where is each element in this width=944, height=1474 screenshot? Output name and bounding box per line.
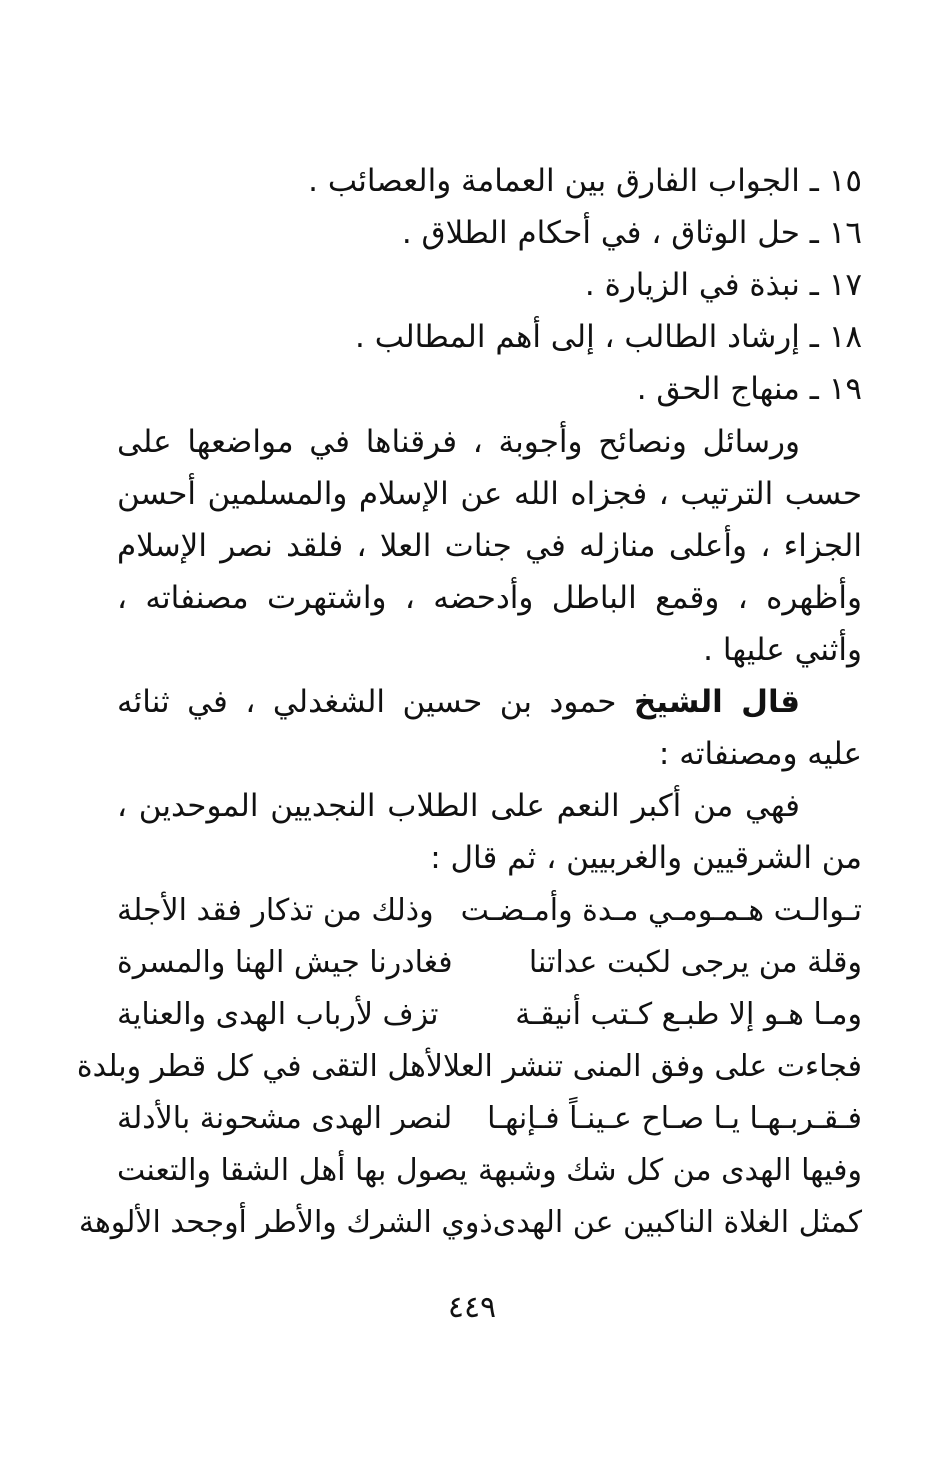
verse-first-half: فـقـربـهـا يـا صـاح عـينـاً فـإنهـا xyxy=(487,1100,862,1136)
list-item: ١٩ ـ منهاج الحق . xyxy=(636,371,862,407)
verse-second-half: لأهل التقى في كل قطر وبلدة xyxy=(76,1048,443,1084)
poem-verse xyxy=(76,1040,862,1092)
verse-second-half: يصول بها أهل الشقا والتعنت xyxy=(117,1152,468,1188)
verse-first-half: وقلة من يرجى لكبت عداتنا xyxy=(528,944,862,980)
verse-second-half: وذلك من تذكار فقد الأجلة xyxy=(117,892,434,928)
poem-verse xyxy=(78,1196,862,1248)
poem-verse xyxy=(117,936,862,988)
poem-verse xyxy=(117,988,862,1040)
verse-second-half: لنصر الهدى مشحونة بالأدلة xyxy=(117,1100,453,1136)
works-list xyxy=(117,155,862,415)
verse-first-half: تـوالـت هـمـومـي مـدة وأمـضـت xyxy=(460,892,862,928)
speaker-lead: قال الشيخ xyxy=(633,684,800,720)
verse-first-half: فجاءت على وفق المنى تنشر العلا xyxy=(442,1048,862,1084)
quote-intro-text: حمود بن حسين الشغدلي ، في ثنائه عليه ومصنفاته : xyxy=(117,684,862,772)
verse-first-half: ومـا هـو إلا طبـع كـتب أنيقـة xyxy=(515,996,862,1032)
list-item: ١٨ ـ إرشاد الطالب ، إلى أهم المطالب . xyxy=(355,319,862,355)
list-item: ١٧ ـ نبذة في الزيارة . xyxy=(584,267,862,303)
paragraph-quote: فهي من أكبر النعم على الطلاب النجديين الموحدين ، من الشرقيين والغربيين ، ثم قال : xyxy=(117,788,862,876)
poem-verse xyxy=(117,884,862,936)
paragraph-praise: ورسائل ونصائح وأجوبة ، فرقناها في مواضعها على حسب الترتيب ، فجزاه الله عن الإسلام والمسلمين أحسن الجزاء ، وأعلى منازله في جنات العلا ، فلقد نصر الإسلام وأظهره ، وقمع الباطل وأدحضه ، واشتهرت مصنفاته ، وأثني عليها . xyxy=(117,424,862,668)
poem-verse xyxy=(117,1092,862,1144)
verse-first-half: وفيها الهدى من كل شك وشبهة xyxy=(478,1152,862,1188)
list-item: ١٥ ـ الجواب الفارق بين العمامة والعصائب . xyxy=(308,163,862,199)
verse-second-half: تزف لأرباب الهدى والعناية xyxy=(117,996,439,1032)
poem-verse xyxy=(117,1144,862,1196)
verse-first-half: كمثل الغلاة الناكبين عن الهدى xyxy=(492,1204,862,1240)
page-number: ٤٤٩ xyxy=(447,1290,497,1325)
list-item: ١٦ ـ حل الوثاق ، في أحكام الطلاق . xyxy=(401,215,862,251)
paragraph-quote-intro xyxy=(117,676,862,780)
poem xyxy=(76,884,862,1248)
verse-second-half: ذوي الشرك والأطر أوجحد الألوهة xyxy=(78,1204,493,1240)
verse-second-half: فغادرنا جيش الهنا والمسرة xyxy=(117,944,453,980)
